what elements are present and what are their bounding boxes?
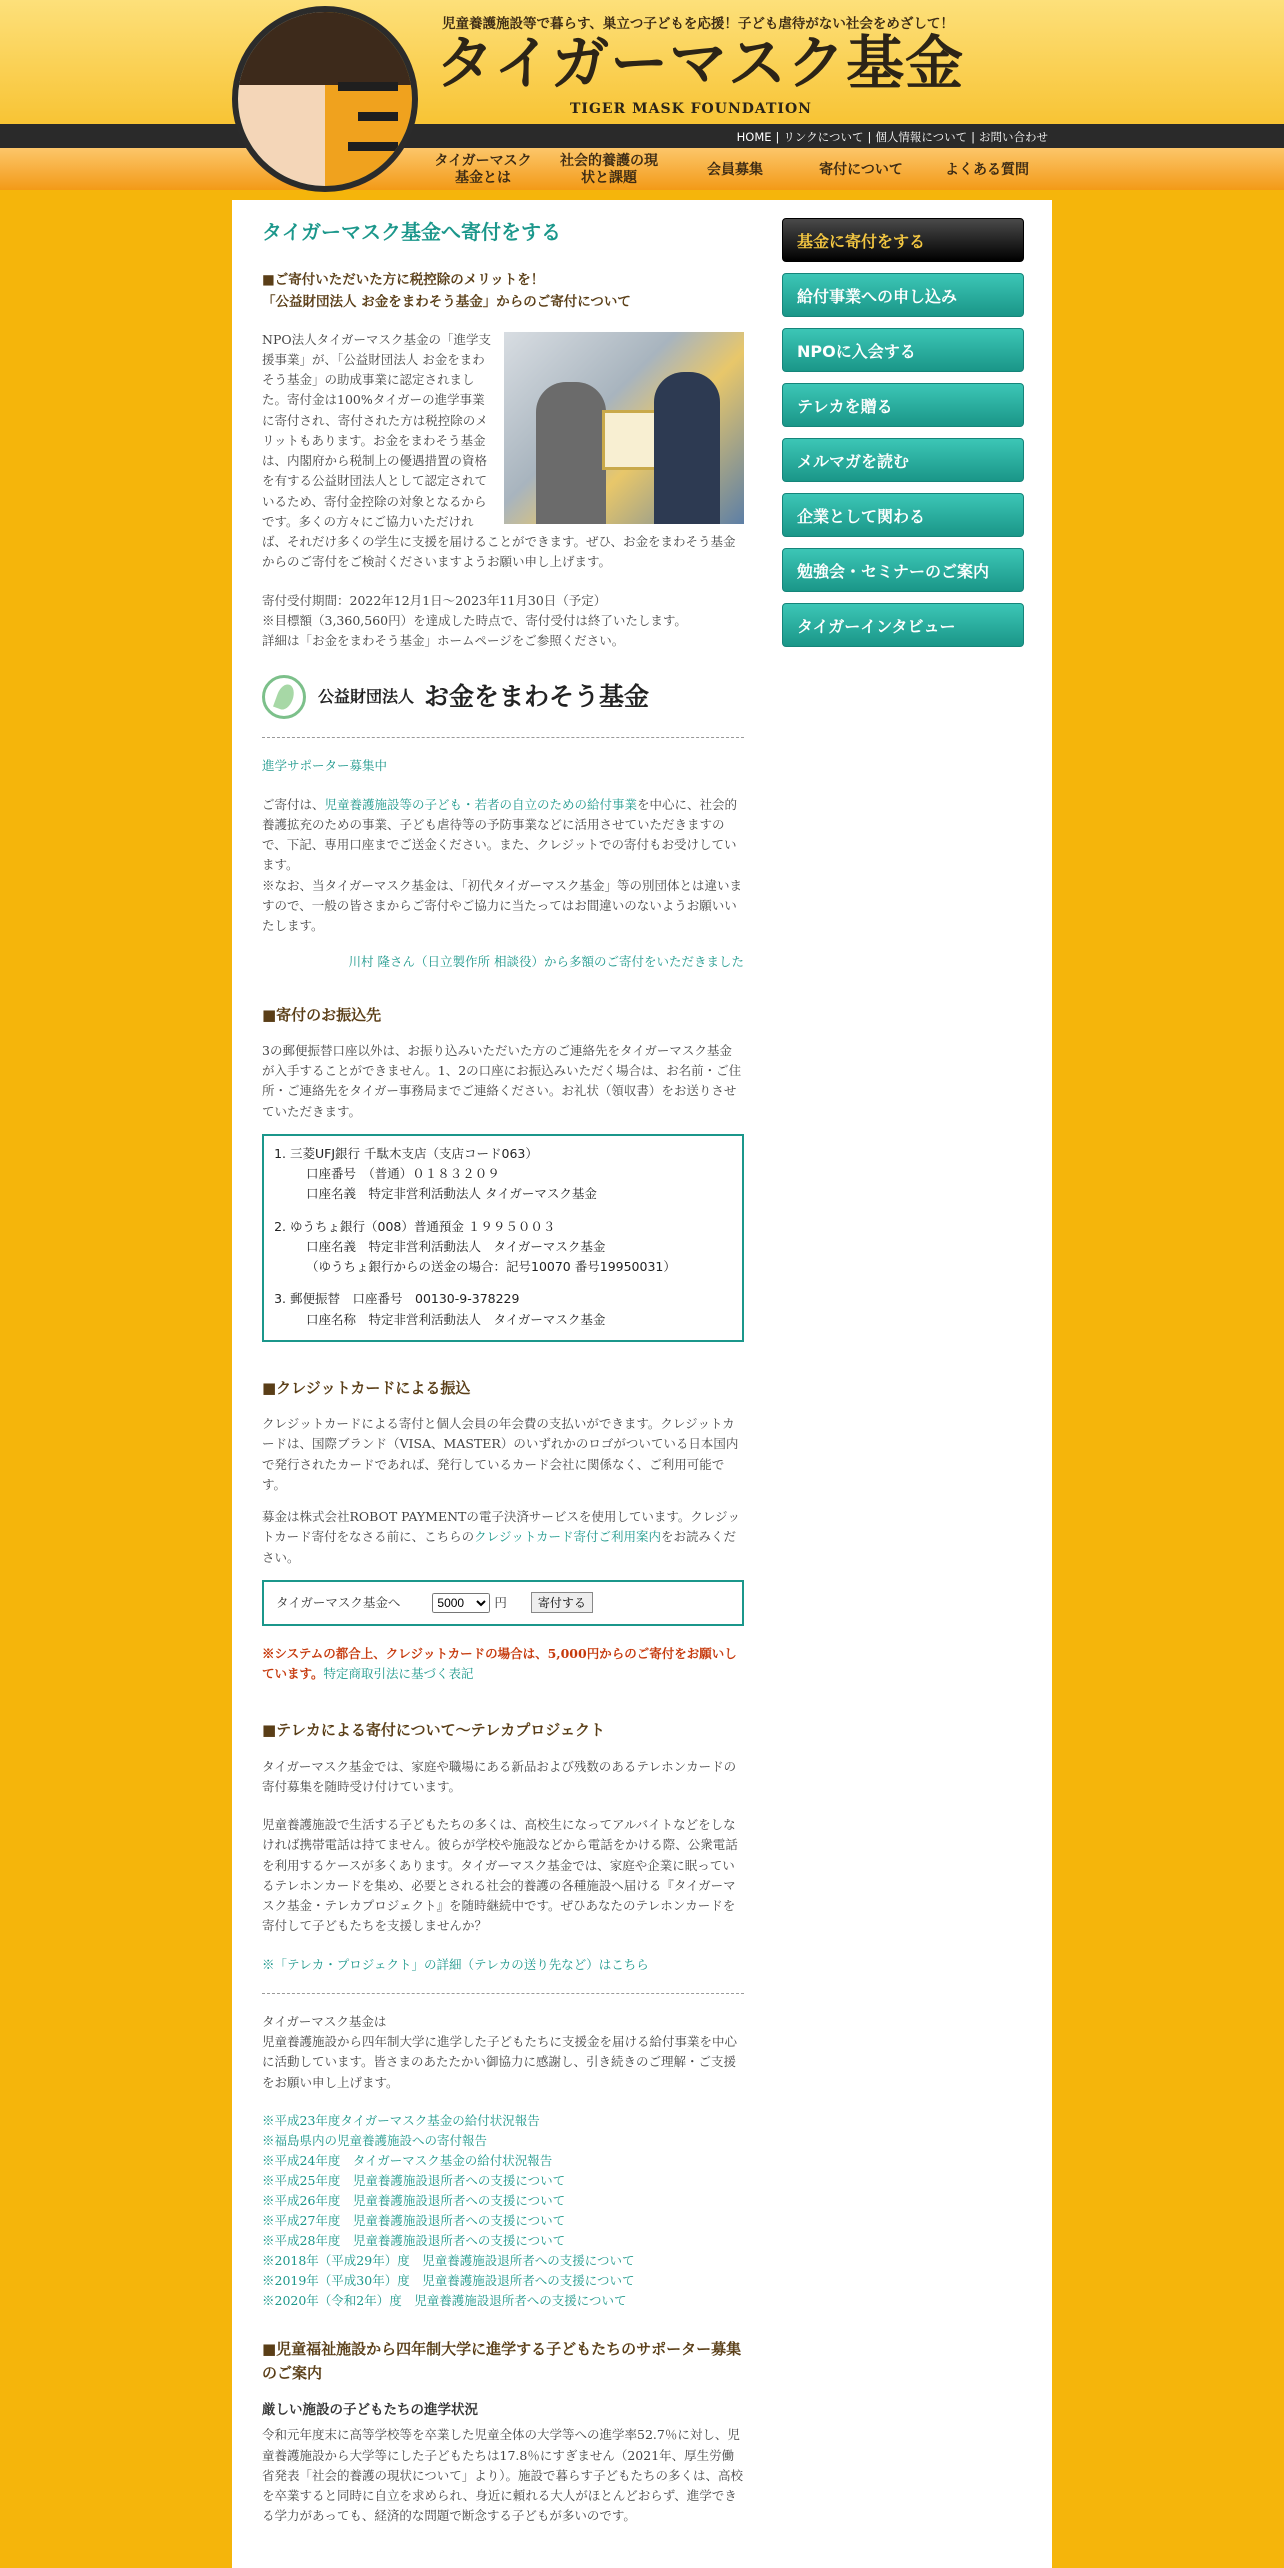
nav-about[interactable]: タイガーマスク基金とは [434,153,532,186]
bank-account-1: 1. 三菱UFJ銀行 千駄木支店（支店コード063） 口座番号 （普通）０１８３２０９ 口座名義 特定非営利活動法人 タイガーマスク基金 [290,1144,728,1205]
leaf-icon [262,675,306,719]
sidebar [782,218,1024,658]
top-link-links[interactable]: リンクについて [783,130,864,144]
donate-button[interactable]: 寄付する [531,1592,593,1613]
sidebar-item-join-npo[interactable]: NPOに入会する [782,328,1024,372]
tax-benefit-section [262,330,744,573]
sidebar-item-benefit-apply[interactable]: 給付事業への申し込み [782,273,1024,317]
main-content [262,212,744,2539]
page-body [232,200,1052,2568]
summary-section: タイガーマスク基金は 児童養護施設から四年制大学に進学した子どもたちに支援金を届ける給付事業を中心に活動しています。皆さまのあたたかい御協力に感謝し、引き続きのご理解・ご支援をお願い申し上げます。 [262,2013,738,2090]
site-subtitle: TIGER MASK FOUNDATION [570,101,812,117]
sidebar-item-interview[interactable]: タイガーインタビュー [782,603,1024,647]
donation-amount-select[interactable] [432,1593,490,1613]
credit-text-2: 募金は株式会社ROBOT PAYMENTの電子決済サービスを使用しています。クレジットカード寄付をなさる前に、こちらのクレジットカード寄付ご利用案内をお読みください。 [262,1509,741,1565]
credit-donation-form [262,1580,744,1626]
nav-donation[interactable]: 寄付について [819,161,903,178]
report-link[interactable]: ※平成26年度 児童養護施設退所者への支援について [262,2192,566,2208]
period-info: 寄付受付期間：2022年12月1日～2023年11月30日（予定） ※目標額（3,360,560円）を達成した時点で、寄付受付は終了いたします。 詳細は「お金をまわそう基金」ホームページをご参照ください。 [262,592,687,649]
report-link[interactable]: ※平成28年度 児童養護施設退所者への支援について [262,2232,566,2248]
top-link-bar [0,124,1284,148]
donation-ceremony-photo [504,332,744,524]
teleca-detail-link[interactable]: ※「テレカ・プロジェクト」の詳細（テレカの送り先など）はこちら [262,1956,649,1972]
donate-label: タイガーマスク基金へ [276,1594,401,1610]
divider [262,737,744,738]
top-link-home[interactable]: HOME [736,130,772,144]
credit-warning: ※システムの都合上、クレジットカードの場合は、5,000円からのご寄付をお願いしています。特定商取引法に基づく表記 [262,1645,737,1682]
report-links [262,2111,744,2311]
report-link[interactable]: ※平成25年度 児童養護施設退所者への支援について [262,2172,566,2188]
bank-accounts-box [262,1134,744,1342]
main-nav [420,150,1050,190]
report-link[interactable]: ※2018年（平成29年）度 児童養護施設退所者への支援について [262,2252,635,2268]
kawamura-thanks-link[interactable]: 川村 隆さん（日立製作所 相談役）から多額のご寄付をいただきました [348,954,744,970]
situation-heading: 厳しい施設の子どもたちの進学状況 [262,2401,478,2418]
sidebar-item-teleca[interactable]: テレカを贈る [782,383,1024,427]
bank-heading: ■寄付のお振込先 [262,1005,382,1024]
donation-use-text: ご寄付は、児童養護施設等の子ども・若者の自立のための給付事業を中心に、社会的養護拡充のための事業、子ども虐待等の予防事業などに活用させていただきますので、下記、専用口座までご送金ください。また、クレジットでの寄付もお受けしています。 ※なお、当タイガーマスク基金は、「初代タイガーマスク基金」等の別団体とは違いますので、一般の皆さまからご寄付やご協力に当たってはお間違いのないようお願いいたします。 [262,796,743,934]
tax-benefit-text: NPO法人タイガーマスク基金の「進学支援事業」が、「公益財団法人 お金をまわそう基金」の助成事業に認定されました。寄付金は100%タイガーの進学事業に寄付され、寄付された方は税控除のメリットもあります。お金をまわそう基金は、内閣府から税制上の優遇措置の資格を有する公益財団法人として認定されているため、寄付金控除の対象となるからです。多くの方々にご協力いただければ、それだけ多くの学生に支援を届けることができます。ぜひ、お金をまわそう基金からのご寄付をご検討くださいますようお願い申し上げます。 [262,331,736,570]
top-link-privacy[interactable]: 個人情報について [875,130,968,144]
report-link[interactable]: ※2019年（平成30年）度 児童養護施設退所者への支援について [262,2272,635,2288]
teleca-text-2: 児童養護施設で生活する子どもたちの多くは、高校生になってアルバイトなどをしなければ携帯電話は持てません。彼らが学校や施設などから電話をかける際、公衆電話を利用するケースが多くあります。タイガーマスク基金では、家庭や企業に眠っているテレホンカードを集め、必要とされる社会的養護の各種施設へ届ける『タイガーマスク基金・テレカプロジェクト』を随時継続中です。ぜひあなたのテレホンカードを寄付して子どもたちを支援しませんか？ [262,1817,738,1934]
teleca-heading: ■テレカによる寄付について～テレカプロジェクト [262,1721,605,1740]
tokusho-link[interactable]: 特定商取引法に基づく表記 [323,1666,474,1682]
nav-faq[interactable]: よくある質問 [945,161,1029,178]
credit-text-1: クレジットカードによる寄付と個人会員の年会費の支払いができます。クレジットカードは、国際ブランド（VISA、MASTER）のいずれかのロゴがついている日本国内で発行されたカードであれば、発行しているカード会社に関係なく、ご利用可能です。 [262,1416,739,1492]
benefit-program-link[interactable]: 児童養護施設等の子ども・若者の自立のための給付事業 [324,796,638,812]
sidebar-item-seminar[interactable]: 勉強会・セミナーのご案内 [782,548,1024,592]
divider [262,1993,744,1994]
top-link-contact[interactable]: お問い合わせ [979,130,1048,144]
sidebar-item-donate[interactable]: 基金に寄付をする [782,218,1024,262]
site-tagline: 児童養護施設等で暮らす、巣立つ子どもを応援！子ども虐待がない社会をめざして！ [442,16,954,32]
bank-account-3: 3. 郵便振替 口座番号 00130-9-378229 口座名称 特定非営利活動法人 タイガーマスク基金 [290,1289,728,1330]
situation-text: 令和元年度末に高等学校等を卒業した児童全体の大学等への進学率52.7％に対し、児童養護施設から大学等にした子どもたちは17.8％にすぎません（2021年、厚生労働省発表「社会的養護の現状について」より）。施設で暮らす子どもたちの多くは、高校を卒業すると同時に自立を求められ、身近に頼れる大人がほとんどおらず、進学できる学力があっても、経済的な問題で断念する子どもが多いのです。 [262,2427,744,2524]
nav-membership[interactable]: 会員募集 [707,161,763,178]
tiger-mask-logo[interactable] [232,6,418,192]
top-links: HOME | リンクについて | 個人情報について | お問い合わせ [733,128,1052,147]
supporter-heading: ■児童福祉施設から四年制大学に進学する子どもたちのサポーター募集のご案内 [262,2339,742,2383]
sidebar-item-newsletter[interactable]: メルマガを読む [782,438,1024,482]
site-title[interactable]: タイガーマスク基金 [436,29,965,97]
sidebar-item-corporate[interactable]: 企業として関わる [782,493,1024,537]
report-link[interactable]: ※平成24年度 タイガーマスク基金の給付状況報告 [262,2152,553,2168]
report-link[interactable]: ※平成27年度 児童養護施設退所者への支援について [262,2212,566,2228]
bank-account-2: 2. ゆうちょ銀行（008）普通預金 １９９５００３ 口座名義 特定非営利活動法人 タイガーマスク基金 （ゆうちょ銀行からの送金の場合：記号10070 番号19950031） [290,1217,728,1278]
site-header [0,0,1284,190]
yen-label: 円 [494,1594,507,1610]
report-link[interactable]: ※2020年（令和2年）度 児童養護施設退所者への支援について [262,2292,627,2308]
supporter-link[interactable]: 進学サポーター募集中 [262,758,388,774]
credit-heading: ■クレジットカードによる振込 [262,1378,471,1397]
page-title: タイガーマスク基金へ寄付をする [262,220,561,244]
credit-guide-link[interactable]: クレジットカード寄付ご利用案内 [474,1529,661,1545]
report-link[interactable]: ※福島県内の児童養護施設への寄付報告 [262,2132,488,2148]
okane-wo-mawasou-logo[interactable]: 公益財団法人 お金をまわそう基金 [262,675,744,719]
nav-social-care[interactable]: 社会的養護の現状と課題 [560,153,658,186]
bank-intro: 3の郵便振替口座以外は、お振り込みいただいた方のご連絡先をタイガーマスク基金が入手することができません。1、2の口座にお振込みいただく場合は、お名前・ご住所・ご連絡先をタイガー事務局までご連絡ください。お礼状（領収書）をお送りさせていただきます。 [262,1042,742,1119]
tax-benefit-heading: ■ご寄付いただいた方に税控除のメリットを！ 「公益財団法人 お金をまわそう基金」からのご寄付について [262,272,631,310]
report-link[interactable]: ※平成23年度タイガーマスク基金の給付状況報告 [262,2112,540,2128]
teleca-text-1: タイガーマスク基金では、家庭や職場にある新品および残数のあるテレホンカードの寄付募集を随時受け付けています。 [262,1758,737,1794]
